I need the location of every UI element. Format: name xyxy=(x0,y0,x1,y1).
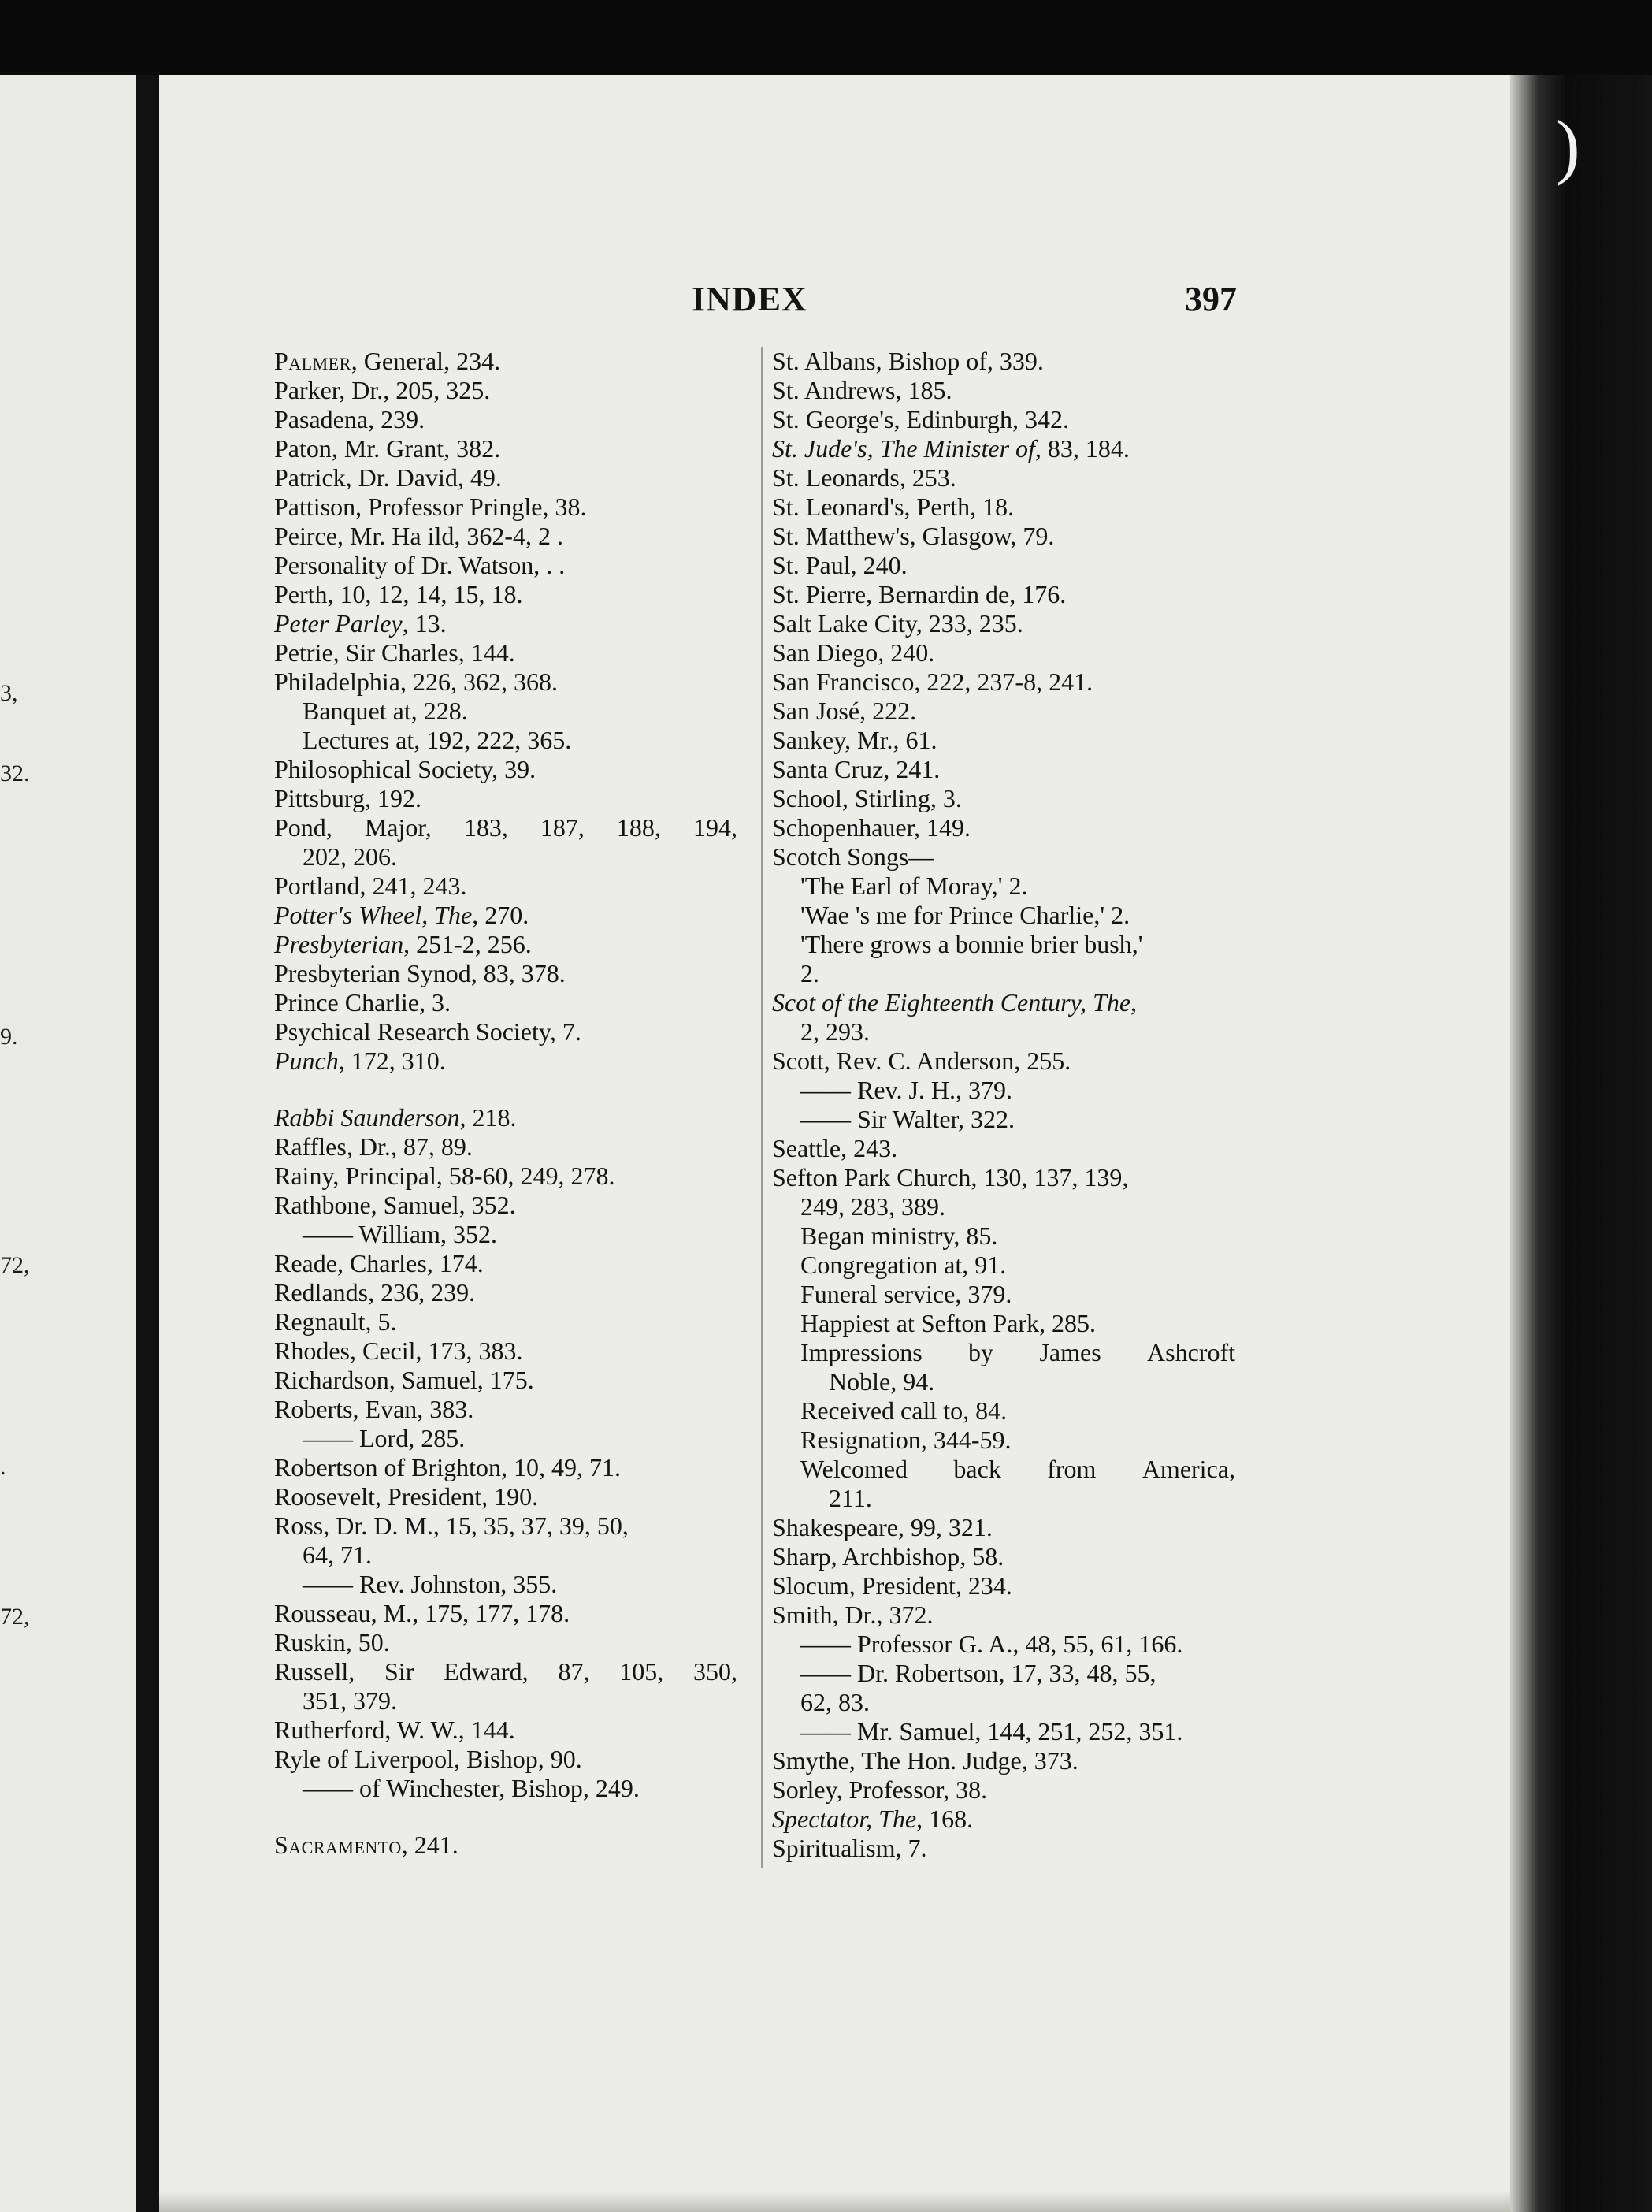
index-entry xyxy=(772,1134,1245,1163)
index-entry xyxy=(274,872,755,901)
entry-title-italic: Rabbi Saunderson xyxy=(274,1103,460,1132)
entry-text: St. Matthew's, Glasgow, 79. xyxy=(772,522,1055,550)
index-entry xyxy=(274,813,755,842)
index-entry xyxy=(772,988,1245,1017)
entry-text: Sankey, Mr., 61. xyxy=(772,726,937,754)
index-entry xyxy=(772,580,1245,609)
index-entry xyxy=(274,1249,755,1278)
entry-text: St. George's, Edinburgh, 342. xyxy=(772,405,1070,433)
entry-text: Happiest at Sefton Park, 285. xyxy=(800,1309,1097,1337)
entry-word: from xyxy=(1047,1455,1097,1483)
index-entry xyxy=(274,930,755,959)
entry-text: Robertson of Brighton, 10, 49, 71. xyxy=(274,1453,621,1481)
entry-text: Reade, Charles, 174. xyxy=(274,1249,484,1277)
index-entry xyxy=(274,551,755,580)
entry-title-italic: Presbyterian xyxy=(274,930,404,958)
index-entry xyxy=(274,376,755,405)
entry-text: Philadelphia, 226, 362, 368. xyxy=(274,667,558,696)
index-entry xyxy=(772,1455,1245,1484)
index-entry xyxy=(772,434,1245,463)
entry-text: St. Pierre, Bernardin de, 176. xyxy=(772,580,1067,608)
entry-text: Philosophical Society, 39. xyxy=(274,755,536,783)
index-entry xyxy=(772,1600,1245,1630)
index-entry xyxy=(772,638,1245,667)
entry-word: Russell, xyxy=(274,1657,355,1686)
index-entry xyxy=(274,1132,755,1162)
entry-text: San Francisco, 222, 237-8, 241. xyxy=(772,667,1093,696)
index-entry xyxy=(772,784,1245,813)
margin-fragment: 9. xyxy=(0,1024,18,1050)
index-entry xyxy=(274,347,755,376)
entry-heading: Palmer xyxy=(274,347,351,375)
entry-text: 62, 83. xyxy=(800,1688,870,1716)
entry-text: Personality of Dr. Watson, . . xyxy=(274,551,566,579)
index-entry xyxy=(772,463,1245,493)
entry-text: Ruskin, 50. xyxy=(274,1628,390,1656)
entry-text: 64, 71. xyxy=(303,1541,372,1569)
entry-text: Santa Cruz, 241. xyxy=(772,755,941,783)
index-entry xyxy=(772,1076,1245,1105)
index-entry xyxy=(274,1628,755,1657)
entry-text: Parker, Dr., 205, 325. xyxy=(274,376,491,404)
entry-word: Sir xyxy=(384,1657,414,1686)
entry-text: Sorley, Professor, 38. xyxy=(772,1775,988,1804)
margin-fragment: . xyxy=(0,1454,6,1480)
entry-text: 'The Earl of Moray,' 2. xyxy=(800,872,1028,900)
index-entry xyxy=(772,726,1245,755)
entry-text: Regnault, 5. xyxy=(274,1307,397,1336)
entry-text: Salt Lake City, 233, 235. xyxy=(772,609,1023,638)
entry-text: Portland, 241, 243. xyxy=(274,872,467,900)
index-entry xyxy=(274,1307,755,1336)
entry-text: Rousseau, M., 175, 177, 178. xyxy=(274,1599,570,1627)
entry-text: , 241. xyxy=(401,1831,458,1859)
index-entry xyxy=(274,1716,755,1745)
index-entry xyxy=(274,1220,755,1249)
entry-text: St. Leonard's, Perth, 18. xyxy=(772,493,1015,521)
entry-text: Schopenhauer, 149. xyxy=(772,813,971,842)
entry-word: James xyxy=(1039,1338,1101,1366)
entry-title-italic: Scot of the Eighteenth Century, The xyxy=(772,988,1131,1017)
entry-text: , 83, 184. xyxy=(1034,434,1130,463)
page-bottom-shadow xyxy=(159,2191,1510,2212)
entry-word: Pond, xyxy=(274,813,332,842)
index-entry xyxy=(274,784,755,813)
index-entry xyxy=(274,1541,755,1570)
edge-glyph: ) xyxy=(1556,106,1580,186)
index-entry xyxy=(772,901,1245,930)
index-entry xyxy=(772,493,1245,522)
entry-text: Received call to, 84. xyxy=(800,1396,1008,1425)
index-entry xyxy=(772,1426,1245,1455)
entry-title-italic: Punch xyxy=(274,1047,339,1075)
adjacent-page-strip xyxy=(0,75,136,2212)
entry-text: 211. xyxy=(829,1484,872,1512)
entry-word: Major, xyxy=(364,813,432,842)
index-entry xyxy=(274,1570,755,1599)
index-entry xyxy=(274,1424,755,1453)
entry-text: Paton, Mr. Grant, 382. xyxy=(274,434,501,463)
index-entry xyxy=(274,1103,755,1132)
entry-text: Roosevelt, President, 190. xyxy=(274,1482,539,1511)
entry-text: Scotch Songs— xyxy=(772,842,934,871)
index-entry xyxy=(274,1774,755,1803)
index-entry xyxy=(772,667,1245,697)
index-entry xyxy=(772,1192,1245,1221)
entry-text: Roberts, Evan, 383. xyxy=(274,1395,474,1423)
page-edge xyxy=(1510,75,1652,2212)
entry-text: Scott, Rev. C. Anderson, 255. xyxy=(772,1047,1071,1075)
entry-text: Banquet at, 228. xyxy=(303,697,468,725)
margin-fragment: 72, xyxy=(0,1252,30,1278)
entry-word: 183, xyxy=(463,813,508,842)
entry-text: —— Dr. Robertson, 17, 33, 48, 55, xyxy=(800,1659,1156,1687)
entry-word: 87, xyxy=(558,1657,590,1686)
index-column-right xyxy=(772,347,1245,1863)
entry-title-italic: Spectator, The xyxy=(772,1805,917,1833)
entry-title-italic: Peter Parley xyxy=(274,609,403,638)
margin-fragment: 32. xyxy=(0,760,30,786)
justified-line xyxy=(274,1657,737,1686)
index-entry xyxy=(772,930,1245,959)
entry-text: , 270. xyxy=(472,901,529,929)
entry-text: —— Sir Walter, 322. xyxy=(800,1105,1015,1133)
entry-text: St. Andrews, 185. xyxy=(772,376,952,404)
index-entry xyxy=(772,1338,1245,1367)
entry-text: Rathbone, Samuel, 352. xyxy=(274,1191,516,1219)
entry-text: Rainy, Principal, 58-60, 249, 278. xyxy=(274,1162,615,1190)
entry-word: Ashcroft xyxy=(1147,1338,1235,1366)
index-entry xyxy=(772,1659,1245,1688)
index-entry xyxy=(274,434,755,463)
entry-text: 2. xyxy=(800,959,819,987)
index-entry xyxy=(772,1396,1245,1426)
index-entry xyxy=(772,551,1245,580)
entry-word: 187, xyxy=(540,813,585,842)
index-entry xyxy=(772,1717,1245,1746)
entry-text: Pattison, Professor Pringle, 38. xyxy=(274,493,587,521)
entry-text: San José, 222. xyxy=(772,697,917,725)
index-entry xyxy=(274,842,755,872)
entry-text: Seattle, 243. xyxy=(772,1134,898,1162)
index-entry xyxy=(772,1105,1245,1134)
index-entry xyxy=(772,959,1245,988)
entry-text: St. Paul, 240. xyxy=(772,551,908,579)
index-entry xyxy=(772,522,1245,551)
entry-title-italic: St. Jude's, The Minister of xyxy=(772,434,1035,463)
index-entry xyxy=(772,405,1245,434)
index-entry xyxy=(772,842,1245,872)
page-number: 397 xyxy=(1185,280,1237,318)
entry-text: Petrie, Sir Charles, 144. xyxy=(274,638,515,667)
index-entry xyxy=(274,988,755,1017)
index-entry xyxy=(772,1367,1245,1396)
index-entry xyxy=(274,1511,755,1541)
entry-text: Resignation, 344-59. xyxy=(800,1426,1012,1454)
entry-text: Noble, 94. xyxy=(829,1367,935,1396)
entry-text: Sharp, Archbishop, 58. xyxy=(772,1542,1004,1571)
index-entry xyxy=(772,609,1245,638)
entry-text: —— Lord, 285. xyxy=(303,1424,466,1452)
index-entry xyxy=(274,667,755,697)
justified-line xyxy=(800,1455,1235,1484)
entry-heading: Sacramento xyxy=(274,1831,402,1859)
entry-word: Edward, xyxy=(444,1657,529,1686)
index-entry xyxy=(274,1278,755,1307)
index-entry xyxy=(772,1834,1245,1863)
entry-text: —— Rev. Johnston, 355. xyxy=(303,1570,558,1598)
index-entry xyxy=(274,1453,755,1482)
entry-text: Funeral service, 379. xyxy=(800,1280,1012,1308)
entry-text: 351, 379. xyxy=(303,1686,397,1715)
entry-text: Presbyterian Synod, 83, 378. xyxy=(274,959,566,987)
entry-text: Raffles, Dr., 87, 89. xyxy=(274,1132,473,1161)
index-entry xyxy=(772,1805,1245,1834)
entry-text: Redlands, 236, 239. xyxy=(274,1278,476,1307)
entry-text: —— Mr. Samuel, 144, 251, 252, 351. xyxy=(800,1717,1183,1745)
index-entry xyxy=(772,1746,1245,1775)
index-entry xyxy=(274,493,755,522)
index-entry xyxy=(274,405,755,434)
index-entry xyxy=(274,1162,755,1191)
index-entry xyxy=(772,1513,1245,1542)
index-entry xyxy=(772,1280,1245,1309)
running-head xyxy=(159,271,1510,318)
entry-text: Prince Charlie, 3. xyxy=(274,988,451,1017)
index-entry xyxy=(772,347,1245,376)
entry-word: America, xyxy=(1142,1455,1235,1483)
entry-word: back xyxy=(953,1455,1001,1483)
entry-text: Pittsburg, 192. xyxy=(274,784,421,812)
index-entry xyxy=(772,1309,1245,1338)
margin-fragment: 3, xyxy=(0,680,18,706)
page-title: INDEX xyxy=(692,280,807,318)
index-entry xyxy=(772,1542,1245,1571)
index-entry xyxy=(772,872,1245,901)
index-entry xyxy=(274,580,755,609)
entry-text: Shakespeare, 99, 321. xyxy=(772,1513,993,1541)
index-entry xyxy=(274,1395,755,1424)
entry-text: Rutherford, W. W., 144. xyxy=(274,1716,515,1744)
entry-text: Slocum, President, 234. xyxy=(772,1571,1012,1600)
entry-text: , 251-2, 256. xyxy=(403,930,532,958)
index-entry xyxy=(274,1047,755,1076)
entry-text: Lectures at, 192, 222, 365. xyxy=(303,726,572,754)
index-entry xyxy=(772,1484,1245,1513)
entry-word: 105, xyxy=(619,1657,664,1686)
index-entry xyxy=(772,813,1245,842)
index-entry xyxy=(274,697,755,726)
index-entry xyxy=(772,1251,1245,1280)
entry-text: Patrick, Dr. David, 49. xyxy=(274,463,502,492)
index-entry xyxy=(772,1017,1245,1047)
index-entry xyxy=(772,697,1245,726)
entry-text: Ryle of Liverpool, Bishop, 90. xyxy=(274,1745,582,1773)
index-entry xyxy=(274,1191,755,1220)
entry-text: —— of Winchester, Bishop, 249. xyxy=(303,1774,640,1802)
entry-text: St. Albans, Bishop of, 339. xyxy=(772,347,1044,375)
index-entry xyxy=(274,1657,755,1686)
entry-text: Perth, 10, 12, 14, 15, 18. xyxy=(274,580,523,608)
index-entry xyxy=(274,463,755,493)
entry-text: 202, 206. xyxy=(303,842,397,871)
entry-text: Smith, Dr., 372. xyxy=(772,1600,934,1629)
entry-text: , 218. xyxy=(459,1103,517,1132)
index-entry xyxy=(772,1221,1245,1251)
entry-text: Richardson, Samuel, 175. xyxy=(274,1366,534,1394)
entry-word: 194, xyxy=(692,813,737,842)
entry-text: —— Professor G. A., 48, 55, 61, 166. xyxy=(800,1630,1183,1658)
entry-text: 2, 293. xyxy=(800,1017,870,1046)
justified-line xyxy=(800,1338,1235,1367)
index-entry xyxy=(274,1017,755,1047)
index-entry xyxy=(274,1686,755,1716)
entry-word: Impressions xyxy=(800,1338,923,1366)
index-entry xyxy=(274,959,755,988)
entry-text: 249, 283, 389. xyxy=(800,1192,945,1221)
entry-word: by xyxy=(968,1338,994,1366)
entry-text: Congregation at, 91. xyxy=(800,1251,1007,1279)
index-entry xyxy=(274,1336,755,1366)
entry-text: Psychical Research Society, 7. xyxy=(274,1017,581,1046)
margin-fragment: 72, xyxy=(0,1604,30,1630)
entry-text: Spiritualism, 7. xyxy=(772,1834,927,1862)
index-entry xyxy=(274,1831,755,1860)
index-entry xyxy=(274,1599,755,1628)
entry-text: 'There grows a bonnie brier bush,' xyxy=(800,930,1143,958)
entry-word: 350, xyxy=(693,1657,737,1686)
entry-text: , 172, 310. xyxy=(338,1047,446,1075)
entry-text: Pasadena, 239. xyxy=(274,405,425,433)
index-entry xyxy=(772,376,1245,405)
index-entry xyxy=(274,1482,755,1511)
entry-text: 'Wae 's me for Prince Charlie,' 2. xyxy=(800,901,1130,929)
entry-text: St. Leonards, 253. xyxy=(772,463,956,492)
entry-text: San Diego, 240. xyxy=(772,638,935,667)
entry-word: Welcomed xyxy=(800,1455,908,1483)
entry-text: , xyxy=(1130,988,1138,1017)
index-entry xyxy=(274,638,755,667)
entry-text: —— William, 352. xyxy=(303,1220,497,1248)
index-entry xyxy=(772,1775,1245,1805)
book-gutter xyxy=(136,75,159,2212)
index-entry xyxy=(274,1745,755,1774)
index-entry xyxy=(772,1047,1245,1076)
entry-text: , 13. xyxy=(402,609,447,638)
index-column-left xyxy=(274,347,755,1860)
justified-line xyxy=(274,813,737,842)
entry-text: School, Stirling, 3. xyxy=(772,784,962,812)
entry-text: Peirce, Mr. Ha ild, 362-4, 2 . xyxy=(274,522,564,550)
entry-text: —— Rev. J. H., 379. xyxy=(800,1076,1013,1104)
index-entry xyxy=(274,755,755,784)
index-entry xyxy=(274,522,755,551)
index-entry xyxy=(274,1366,755,1395)
index-entry xyxy=(274,726,755,755)
column-divider xyxy=(761,347,763,1868)
index-entry xyxy=(772,1688,1245,1717)
index-entry xyxy=(772,1163,1245,1192)
entry-word: 188, xyxy=(616,813,661,842)
entry-text: Ross, Dr. D. M., 15, 35, 37, 39, 50, xyxy=(274,1511,629,1540)
index-entry xyxy=(772,1571,1245,1600)
entry-text: Sefton Park Church, 130, 137, 139, xyxy=(772,1163,1129,1192)
index-entry xyxy=(772,1630,1245,1659)
entry-text: , General, 234. xyxy=(351,347,501,375)
index-entry xyxy=(772,755,1245,784)
entry-text: , 168. xyxy=(916,1805,974,1833)
index-entry xyxy=(274,609,755,638)
entry-text: Smythe, The Hon. Judge, 373. xyxy=(772,1746,1078,1775)
index-entry xyxy=(274,901,755,930)
entry-text: Rhodes, Cecil, 173, 383. xyxy=(274,1336,523,1365)
entry-text: Began ministry, 85. xyxy=(800,1221,998,1250)
entry-title-italic: Potter's Wheel, The xyxy=(274,901,473,929)
